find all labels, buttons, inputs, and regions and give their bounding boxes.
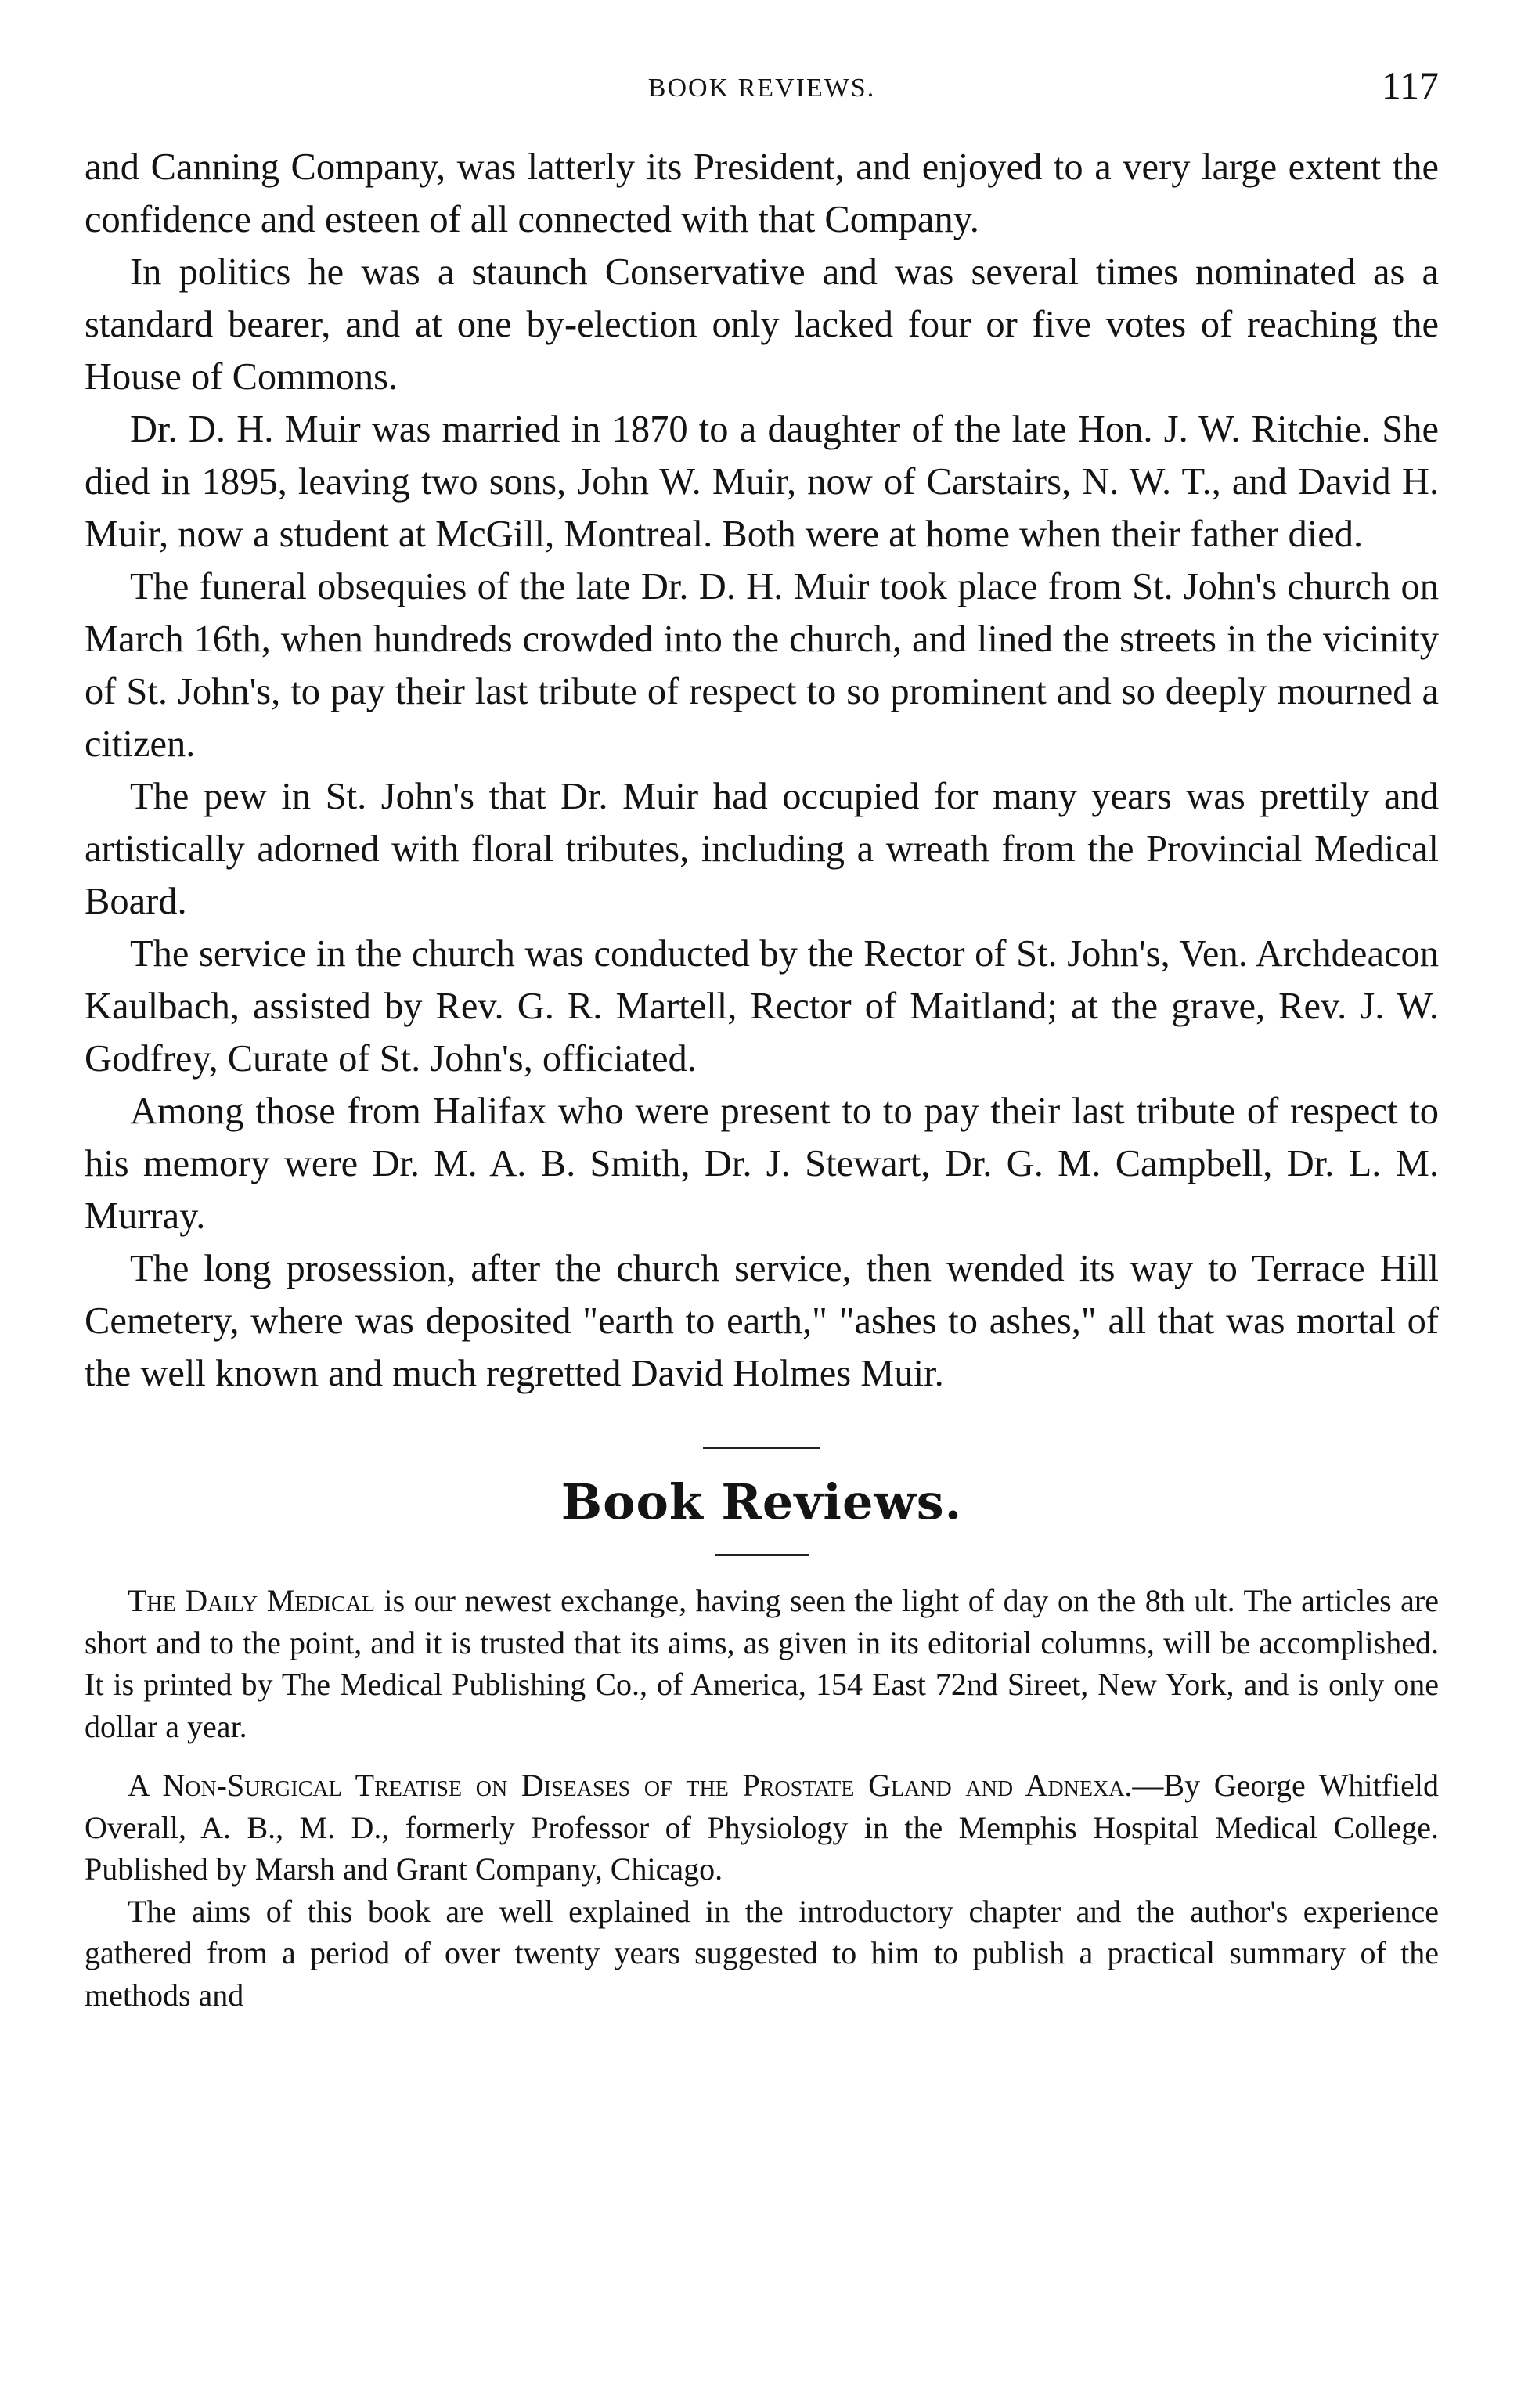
section-heading: Book Reviews. xyxy=(560,1473,963,1530)
page-number: 117 xyxy=(1381,63,1439,107)
paragraph: and Canning Company, was latterly its President, and enjoyed to a very large extent the confidence and esteen of all connected with that Company. xyxy=(85,146,1439,240)
paragraph: The funeral obsequies of the late Dr. D. H. Muir took place from St. John's church on March 16th, when hundreds crowded into the church, and lined the streets in the vicinity of St. John's, to pay their last tribute of respect to so prominent and so deeply mourned a citizen. xyxy=(85,566,1439,765)
review-text: is our newest exchange, having seen the light of day on the 8th ult. The articles are short and to the point, and it is trusted that its aims, as given in its editorial columns, will be accomplished. It is printed by The Medical Publishing Co., of America, 154 East 72nd Sireet, New York, and is only one dollar a year. xyxy=(85,1583,1439,1744)
page xyxy=(85,63,1439,2016)
obituary-text xyxy=(85,141,1439,1400)
review-daily-medical xyxy=(85,1580,1439,1747)
running-title: BOOK REVIEWS. xyxy=(647,74,876,103)
review-text: —By George Whitfield Overall, A. B., M. D., formerly Professor of Physiology in the Memphis Hospital Medical College. Published by Marsh and Grant Company, Chicago. xyxy=(85,1768,1440,1887)
paragraph: Dr. D. H. Muir was married in 1870 to a daughter of the late Hon. J. W. Ritchie. She died in 1895, leaving two sons, John W. Muir, now of Carstairs, N. W. T., and David H. Muir, now a student at McGill, Montreal. Both were at home when their father died. xyxy=(85,409,1439,555)
review-treatise-body: The aims of this book are well explained in the introductory chapter and the author's experience gathered from a period of over twenty years suggested to him to publish a practical summary of the methods and xyxy=(85,1893,1439,2013)
paragraph: The service in the church was conducted by the Rector of St. John's, Ven. Archdeacon Kaulbach, assisted by Rev. G. R. Martell, Rector of Maitland; at the grave, Rev. J. W. Godfrey, Curate of St. John's, officiated. xyxy=(85,933,1439,1080)
review-treatise xyxy=(85,1765,1439,1891)
running-head xyxy=(85,63,1439,141)
review-lead: A Non-Surgical Treatise on Diseases of the Prostate Gland and Adnexa. xyxy=(128,1768,1133,1803)
section-divider-bottom xyxy=(715,1554,809,1556)
paragraph: In politics he was a staunch Conservative and was several times nominated as a standard bearer, and at one by-election only lacked four or five votes of reaching the House of Commons. xyxy=(85,251,1439,398)
section-divider-top xyxy=(703,1447,820,1449)
paragraph: Among those from Halifax who were present to to pay their last tribute of respect to his memory were Dr. M. A. B. Smith, Dr. J. Stewart, Dr. G. M. Campbell, Dr. L. M. Murray. xyxy=(85,1090,1439,1237)
paragraph: The long prosession, after the church service, then wended its way to Terrace Hill Cemetery, where was deposited "earth to earth," "ashes to ashes," all that was mortal of the well known and much regretted David Holmes Muir. xyxy=(85,1248,1439,1394)
reviews xyxy=(85,1580,1439,2016)
paragraph: The pew in St. John's that Dr. Muir had occupied for many years was prettily and artistically adorned with floral tributes, including a wreath from the Provincial Medical Board. xyxy=(85,776,1439,922)
review-lead: The Daily Medical xyxy=(128,1583,375,1618)
